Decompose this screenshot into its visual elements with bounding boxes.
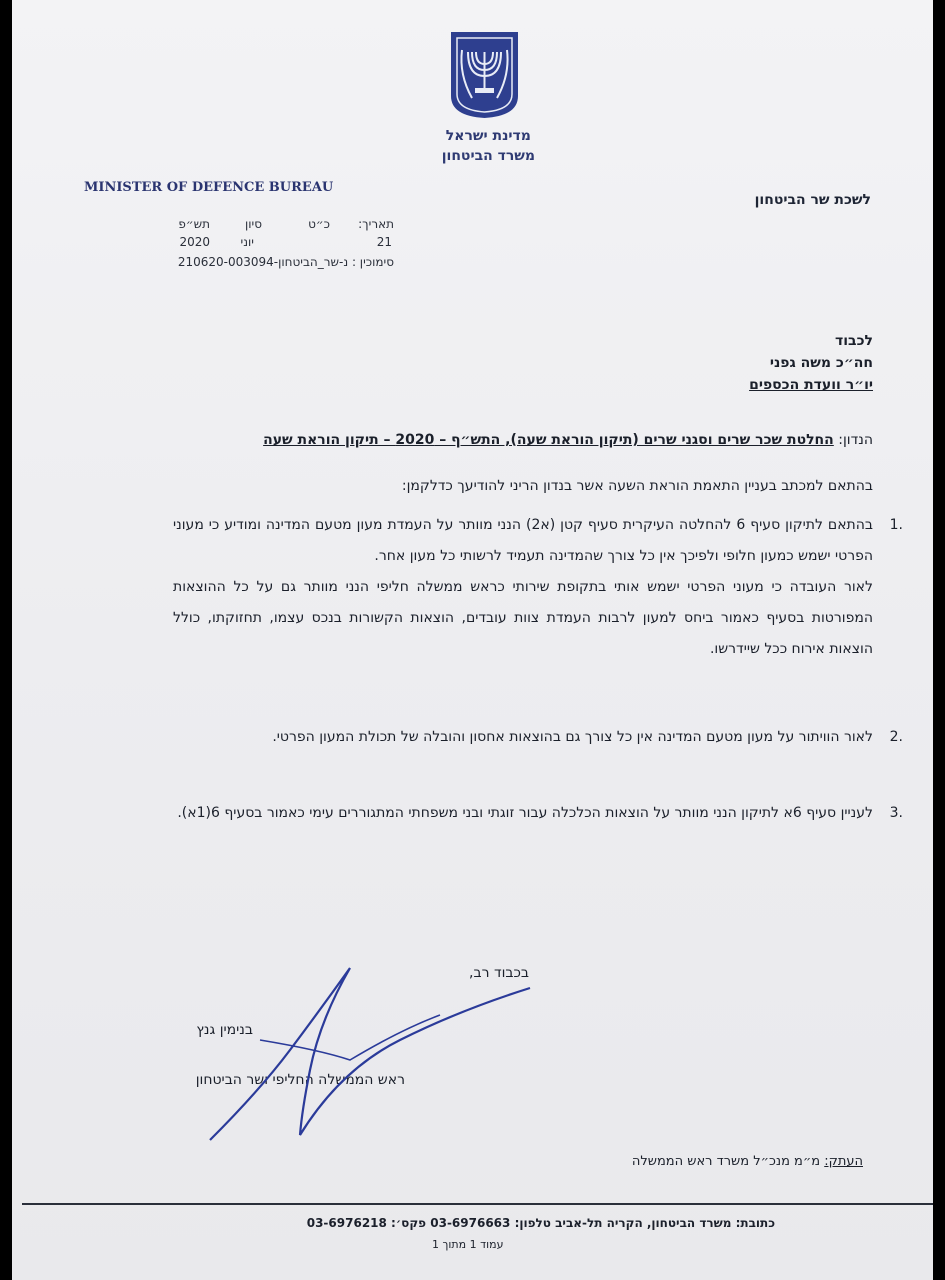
ministry-state: מדינת ישראל: [445, 128, 531, 144]
addressee-block: [749, 330, 873, 396]
office-title-hebrew: לשכת שר הביטחון: [754, 192, 871, 208]
subject-text: החלטת שכר שרים וסגני שרים (תיקון הוראת שעה), התש״ף – 2020 – תיקון הוראת שעה: [263, 432, 834, 448]
bureau-title-english: MINISTER OF DEFENCE BUREAU: [84, 180, 334, 195]
state-emblem-icon: [447, 30, 522, 120]
handwritten-signature: [200, 960, 540, 1160]
page-number: עמוד 1 מתוך 1: [432, 1238, 504, 1251]
hebrew-month: סיון: [244, 217, 262, 231]
subject-label: הנדון:: [838, 432, 873, 448]
paragraph-text: לאור הוויתור על מעון מטעם המדינה אין כל צורך גם בהוצאות אחסון והובלה של תכולת המעון הפרטי.: [272, 729, 873, 745]
paragraph-text-cont: לאור העובדה כי מעוני הפרטי ישמש אותי בתקופת שירותי כראש ממשלה חליפי הנני מוותר גם על כל ההוצאות המפורטות בסעיף כאמור ביחס למעון לרבות העמדת צוות עובדים, הוצאות הקשורות בנכס עצמו, תחזוקתו, כולל הוצאות אירוח ככל שיידרשו.: [173, 579, 873, 657]
signer-title: ראש הממשלה החליפי ושר הביטחון: [195, 1072, 405, 1088]
paragraph-text: בהתאם לתיקון סעיף 6 להחלטה העיקרית סעיף קטן (א2) הנני מוותר על העמדת מעון מטעם המדינה ומודיע כי מעוני הפרטי ישמש כמעון חלופי ולפיכך אין כל צורך שהמדינה תעמיד לרשותי כל מעון אחר.: [173, 517, 873, 564]
addressee-title: יו״ר וועדת הכספים: [749, 377, 873, 393]
paragraph-3: [173, 798, 903, 829]
cc-text: מ״מ מנכ״ל משרד ראש הממשלה: [631, 1154, 821, 1169]
reference: סימוכין : נ-שר_הביטחון-210620-003094: [177, 255, 394, 269]
footer-address: כתובת: משרד הביטחון, הקריה תל-אביב טלפון: 03-6976663 פקס׳: 03-6976218: [306, 1216, 775, 1230]
intro-text: בהתאם למכתב בעניין התאמת הוראת השעה אשר בנדון הריני להודיעך כדלקמן:: [401, 478, 873, 494]
ministry-header: [442, 126, 535, 166]
cc-label: העתק:: [824, 1154, 863, 1169]
closing-greeting: בכבוד רב,: [469, 965, 529, 981]
greg-day: 21: [376, 235, 392, 249]
hebrew-day: כ״ט: [308, 217, 330, 231]
paragraph-1: [173, 510, 903, 665]
subject-line: [263, 432, 873, 448]
date-label: תאריך:: [358, 217, 394, 231]
paragraph-number: 3.: [889, 805, 903, 821]
paragraph-2: [173, 722, 903, 753]
footer-divider: [22, 1203, 933, 1205]
paragraph-text: לעניין סעיף 6א לתיקון הנני מוותר על הוצאות הכלכלה עבור זוגתי ובני משפחתי המתגוררים עימי כאמור בסעיף 6(1א).: [177, 805, 873, 821]
addressee-name: חה״כ משה גפני: [769, 355, 873, 371]
hebrew-year: תש״פ: [178, 217, 210, 231]
signer-name: בנימין גנץ: [196, 1022, 253, 1038]
letter-metadata: [94, 217, 394, 277]
paragraph-number: 1.: [889, 517, 903, 533]
addressee-greeting: לכבוד: [835, 333, 873, 349]
ministry-name: משרד הביטחון: [441, 148, 535, 164]
copy-to-line: [632, 1154, 863, 1169]
paragraph-number: 2.: [889, 729, 903, 745]
letter-page: [12, 0, 933, 1280]
greg-year: 2020: [179, 235, 210, 249]
greg-month: יוני: [240, 235, 254, 249]
